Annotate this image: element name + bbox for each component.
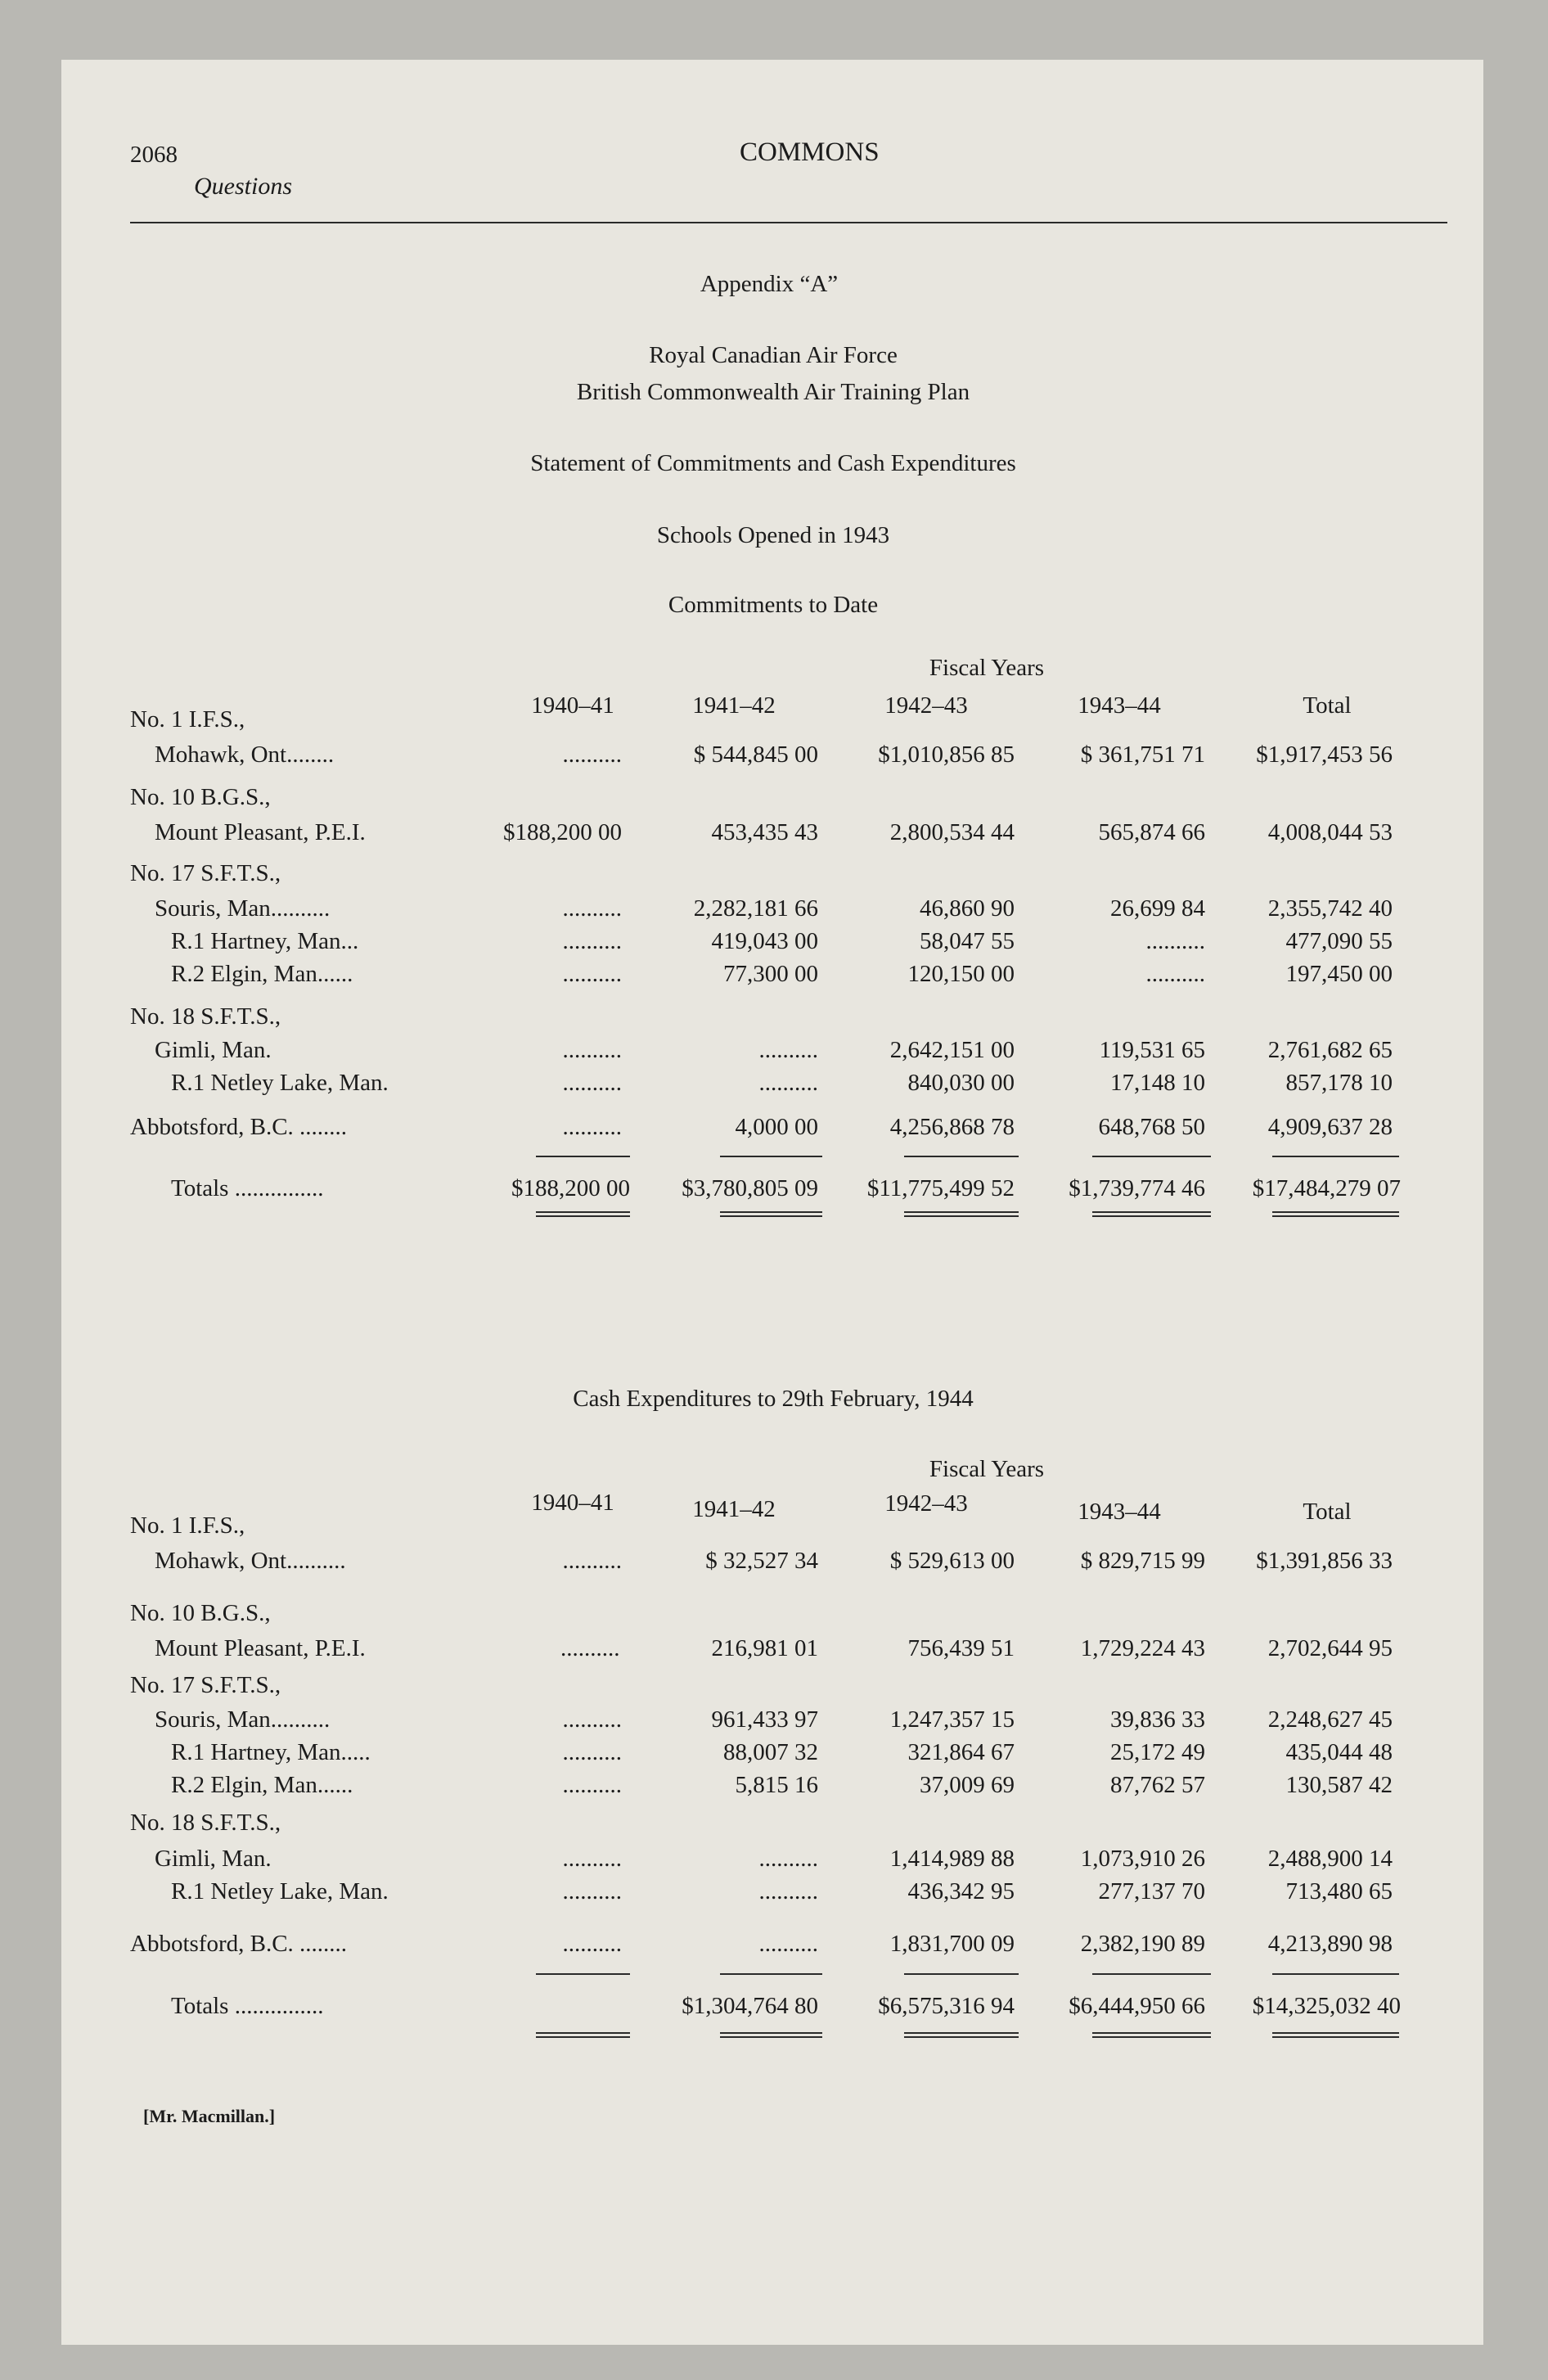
rule <box>1272 1156 1399 1157</box>
cell: 477,090 55 <box>1285 928 1393 954</box>
row-label: No. 18 S.F.T.S., <box>130 1810 281 1836</box>
col-1941-42: 1941–42 <box>692 692 776 719</box>
row-label: Souris, Man.......... <box>155 895 331 922</box>
rule <box>904 1156 1019 1157</box>
col-1940-41: 1940–41 <box>531 692 614 719</box>
totals-label: Totals ............... <box>171 1993 324 2019</box>
cell: 26,699 84 <box>1110 895 1205 922</box>
double-rule <box>1272 1211 1399 1217</box>
cell: .......... <box>562 1706 622 1733</box>
fiscal-years-label: Fiscal Years <box>929 1456 1045 1482</box>
cell: 2,355,742 40 <box>1267 895 1393 922</box>
cell: .......... <box>758 1846 818 1872</box>
cell: 46,860 90 <box>920 895 1015 922</box>
row-label: R.1 Netley Lake, Man. <box>171 1878 389 1904</box>
row-label: No. 17 S.F.T.S., <box>130 860 281 886</box>
cell: 88,007 32 <box>723 1739 818 1765</box>
row-label: Mohawk, Ont.......... <box>155 1548 346 1574</box>
schools-title: Schools Opened in 1943 <box>656 522 890 548</box>
double-rule <box>1272 2032 1399 2038</box>
cell: 2,488,900 14 <box>1267 1846 1393 1872</box>
row-label: Gimli, Man. <box>155 1846 272 1872</box>
cell: 648,768 50 <box>1098 1114 1205 1140</box>
cell: $1,010,856 85 <box>878 741 1015 768</box>
col-1942-43: 1942–43 <box>884 692 968 719</box>
rule <box>1272 1973 1399 1975</box>
rule <box>536 1156 630 1157</box>
cell: .......... <box>562 895 622 922</box>
col-1941-42: 1941–42 <box>692 1496 776 1522</box>
cell: $14,325,032 40 <box>1252 1993 1401 2019</box>
cell: 4,000 00 <box>735 1114 818 1140</box>
rule <box>904 1973 1019 1975</box>
row-label: No. 1 I.F.S., <box>130 1512 245 1539</box>
cell: 436,342 95 <box>907 1878 1015 1904</box>
cell: $6,444,950 66 <box>1069 1993 1205 2019</box>
cell: $1,304,764 80 <box>682 1993 818 2019</box>
fiscal-years-label: Fiscal Years <box>929 655 1045 681</box>
row-label: R.2 Elgin, Man...... <box>171 961 353 987</box>
cell: .......... <box>758 1070 818 1096</box>
force-title: Royal Canadian Air Force <box>649 342 898 368</box>
cell: .......... <box>562 1114 622 1140</box>
row-label: No. 17 S.F.T.S., <box>130 1672 281 1698</box>
cell: 39,836 33 <box>1110 1706 1205 1733</box>
cell: 565,874 66 <box>1098 819 1205 845</box>
document-page <box>61 60 1483 2345</box>
cell: 4,256,868 78 <box>889 1114 1015 1140</box>
cell: $188,200 00 <box>503 819 622 845</box>
cell: 840,030 00 <box>907 1070 1015 1096</box>
cell: 277,137 70 <box>1098 1878 1205 1904</box>
cell: 197,450 00 <box>1285 961 1393 987</box>
cell: $ 32,527 34 <box>705 1548 818 1574</box>
cell: .......... <box>562 1931 622 1957</box>
cell: 857,178 10 <box>1285 1070 1393 1096</box>
cell: .......... <box>758 1878 818 1904</box>
cell: $6,575,316 94 <box>878 1993 1015 2019</box>
row-label: R.1 Hartney, Man... <box>171 928 359 954</box>
cell: $1,739,774 46 <box>1069 1175 1205 1201</box>
statement-title: Statement of Commitments and Cash Expenditures <box>530 450 1016 476</box>
row-label: R.2 Elgin, Man...... <box>171 1772 353 1798</box>
cell: 2,761,682 65 <box>1267 1037 1393 1063</box>
cell: .......... <box>562 928 622 954</box>
cell: $188,200 00 <box>511 1175 630 1201</box>
appendix-title: Appendix “A” <box>700 271 839 297</box>
commitments-title: Commitments to Date <box>668 592 879 618</box>
cell: 453,435 43 <box>711 819 818 845</box>
row-label: Souris, Man.......... <box>155 1706 331 1733</box>
cell: 1,831,700 09 <box>889 1931 1015 1957</box>
cell: $ 361,751 71 <box>1080 741 1205 768</box>
row-label: Mohawk, Ont........ <box>155 741 335 768</box>
cell: .......... <box>562 961 622 987</box>
cell: .......... <box>562 1070 622 1096</box>
row-label: Gimli, Man. <box>155 1037 272 1063</box>
row-label: No. 10 B.G.S., <box>130 784 271 810</box>
row-label: Mount Pleasant, P.E.I. <box>155 819 366 845</box>
cell: .......... <box>562 1772 622 1798</box>
cell: 2,800,534 44 <box>889 819 1015 845</box>
cell: 4,213,890 98 <box>1267 1931 1393 1957</box>
double-rule <box>720 1211 822 1217</box>
double-rule <box>720 2032 822 2038</box>
rule <box>720 1156 822 1157</box>
double-rule <box>536 1211 630 1217</box>
footer-attribution: [Mr. Macmillan.] <box>143 2106 276 2126</box>
cell: 321,864 67 <box>907 1739 1015 1765</box>
double-rule <box>1092 2032 1211 2038</box>
row-label: No. 18 S.F.T.S., <box>130 1003 281 1030</box>
double-rule <box>904 1211 1019 1217</box>
double-rule <box>1092 1211 1211 1217</box>
row-label: R.1 Hartney, Man..... <box>171 1739 371 1765</box>
cell: .......... <box>562 1548 622 1574</box>
cell: 17,148 10 <box>1110 1070 1205 1096</box>
cell: 756,439 51 <box>907 1635 1015 1661</box>
row-label: Abbotsford, B.C. ........ <box>130 1114 348 1140</box>
cell: $3,780,805 09 <box>682 1175 818 1201</box>
rule <box>536 1973 630 1975</box>
cell: .......... <box>562 741 622 768</box>
cell: .......... <box>562 1739 622 1765</box>
cell: 119,531 65 <box>1099 1037 1205 1063</box>
rule <box>720 1973 822 1975</box>
cell: 1,247,357 15 <box>889 1706 1015 1733</box>
plan-title: British Commonwealth Air Training Plan <box>576 379 970 405</box>
cell: 4,909,637 28 <box>1267 1114 1393 1140</box>
cell: $11,775,499 52 <box>866 1175 1015 1201</box>
cell: .......... <box>758 1931 818 1957</box>
row-label: No. 1 I.F.S., <box>130 706 245 732</box>
cell: .......... <box>560 1635 620 1661</box>
cell: 435,044 48 <box>1285 1739 1393 1765</box>
col-1943-44: 1943–44 <box>1078 692 1161 719</box>
cell: 2,248,627 45 <box>1267 1706 1393 1733</box>
cell: 130,587 42 <box>1285 1772 1393 1798</box>
cell: 1,729,224 43 <box>1080 1635 1205 1661</box>
double-rule <box>536 2032 630 2038</box>
cell: $1,391,856 33 <box>1256 1548 1393 1574</box>
cell: 1,073,910 26 <box>1080 1846 1205 1872</box>
cell: $1,917,453 56 <box>1256 741 1393 768</box>
cell: .......... <box>562 1037 622 1063</box>
rule <box>1092 1973 1211 1975</box>
cell: .......... <box>562 1846 622 1872</box>
cell: $ 829,715 99 <box>1080 1548 1205 1574</box>
row-label: R.1 Netley Lake, Man. <box>171 1070 389 1096</box>
col-total: Total <box>1303 1499 1352 1525</box>
cell: 419,043 00 <box>711 928 818 954</box>
page-number: 2068 <box>130 142 178 168</box>
cell: 713,480 65 <box>1285 1878 1393 1904</box>
col-1943-44: 1943–44 <box>1078 1499 1161 1525</box>
cell: .......... <box>562 1878 622 1904</box>
cell: .......... <box>758 1037 818 1063</box>
double-rule <box>904 2032 1019 2038</box>
section-label: Questions <box>194 173 292 200</box>
cell: 4,008,044 53 <box>1267 819 1393 845</box>
cell: 37,009 69 <box>920 1772 1015 1798</box>
cell: $ 529,613 00 <box>889 1548 1015 1574</box>
col-total: Total <box>1303 692 1352 719</box>
row-label: Abbotsford, B.C. ........ <box>130 1931 348 1957</box>
totals-label: Totals ............... <box>171 1175 324 1201</box>
cell: 216,981 01 <box>711 1635 818 1661</box>
cell: $ 544,845 00 <box>693 741 818 768</box>
cell: 120,150 00 <box>907 961 1015 987</box>
cell: 2,282,181 66 <box>693 895 818 922</box>
cell: 2,382,190 89 <box>1080 1931 1205 1957</box>
cell: 2,702,644 95 <box>1267 1635 1393 1661</box>
cell: .......... <box>1145 928 1205 954</box>
col-1940-41: 1940–41 <box>531 1490 614 1516</box>
cell: 5,815 16 <box>735 1772 818 1798</box>
col-1942-43: 1942–43 <box>884 1490 968 1517</box>
row-label: Mount Pleasant, P.E.I. <box>155 1635 366 1661</box>
cash-title: Cash Expenditures to 29th February, 1944 <box>573 1386 974 1412</box>
cell: 961,433 97 <box>711 1706 818 1733</box>
header-rule <box>130 222 1447 223</box>
cell: 77,300 00 <box>723 961 818 987</box>
cell: 25,172 49 <box>1110 1739 1205 1765</box>
cell: 87,762 57 <box>1110 1772 1205 1798</box>
cell: .......... <box>1145 961 1205 987</box>
cell: 2,642,151 00 <box>889 1037 1015 1063</box>
cell: $17,484,279 07 <box>1252 1175 1401 1201</box>
running-head: COMMONS <box>740 137 880 167</box>
rule <box>1092 1156 1211 1157</box>
row-label: No. 10 B.G.S., <box>130 1600 271 1626</box>
cell: 58,047 55 <box>920 928 1015 954</box>
cell: 1,414,989 88 <box>889 1846 1015 1872</box>
